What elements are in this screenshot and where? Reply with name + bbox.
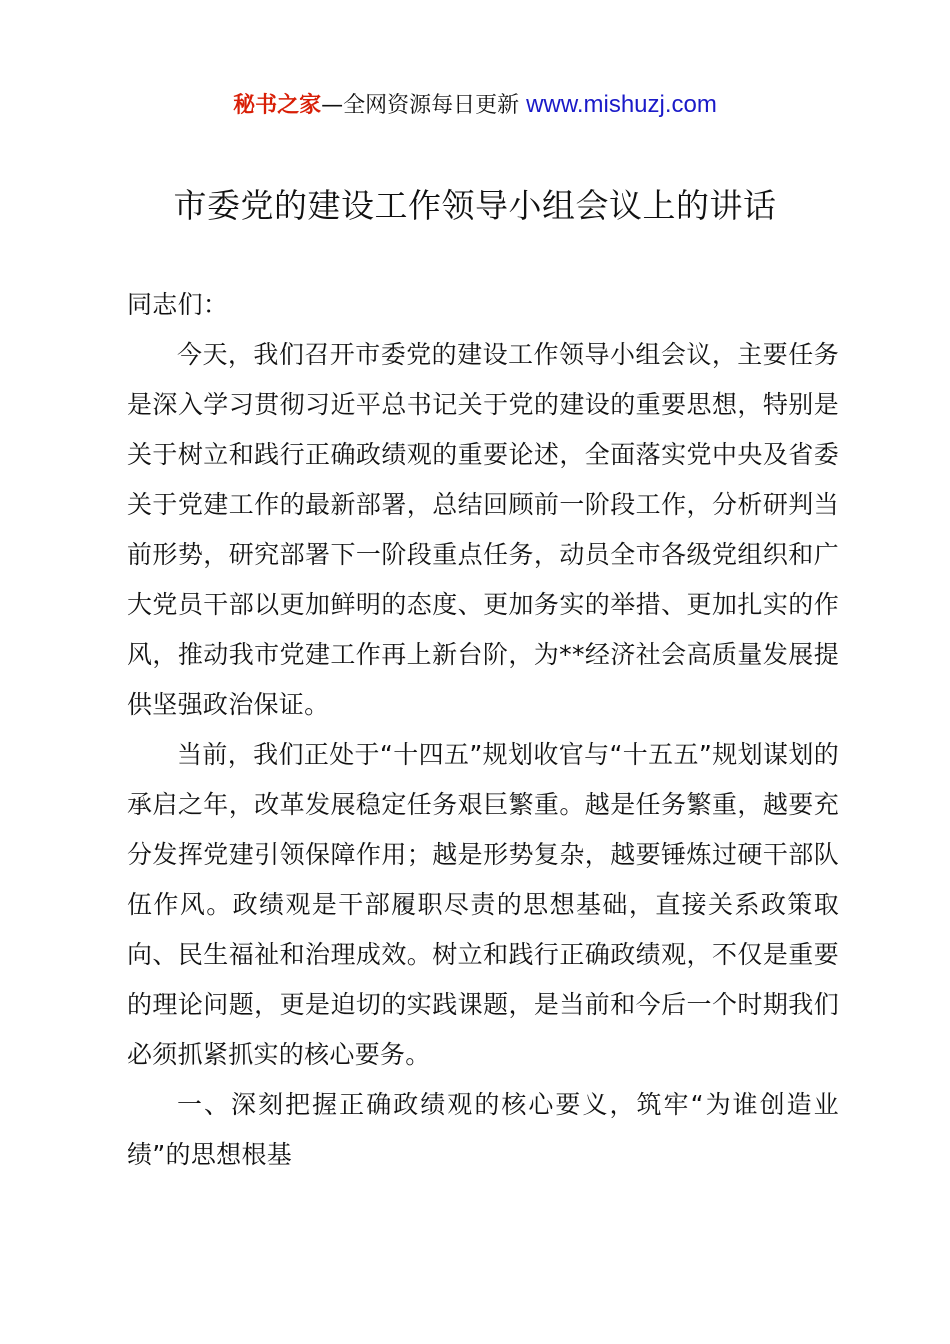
- document-body: [127, 280, 839, 1180]
- salutation: 同志们：: [127, 290, 229, 319]
- paragraph-1: 今天，我们召开市委党的建设工作领导小组会议，主要任务是深入学习贯彻习近平总书记关于党的建设的重要思想，特别是关于树立和践行正确政绩观的重要论述，全面落实党中央及省委关于党建工作的最新部署，总结回顾前一阶段工作，分析研判当前形势，研究部署下一阶段重点任务，动员全市各级党组织和广大党员干部以更加鲜明的态度、更加务实的举措、更加扎实的作风，推动我市党建工作再上新台阶，为**经济社会高质量发展提供坚强政治保证。: [127, 340, 839, 719]
- document-title: 市委党的建设工作领导小组会议上的讲话: [173, 186, 777, 225]
- site-name: 秘书之家: [233, 93, 322, 118]
- section-heading-1: 一、深刻把握正确政绩观的核心要义，筑牢“为谁创造业绩”的思想根基: [127, 1090, 839, 1169]
- site-header: [0, 88, 950, 123]
- site-url-link[interactable]: www.mishuzj.com: [526, 91, 717, 118]
- paragraph-2: 当前，我们正处于“十四五”规划收官与“十五五”规划谋划的承启之年，改革发展稳定任务艰巨繁重。越是任务繁重，越要充分发挥党建引领保障作用；越是形势复杂，越要锤炼过硬干部队伍作风。政绩观是干部履职尽责的思想基础，直接关系政策取向、民生福祉和治理成效。树立和践行正确政绩观，不仅是重要的理论问题，更是迫切的实践课题，是当前和今后一个时期我们必须抓紧抓实的核心要务。: [127, 740, 839, 1069]
- site-slogan: —全网资源每日更新: [321, 93, 520, 118]
